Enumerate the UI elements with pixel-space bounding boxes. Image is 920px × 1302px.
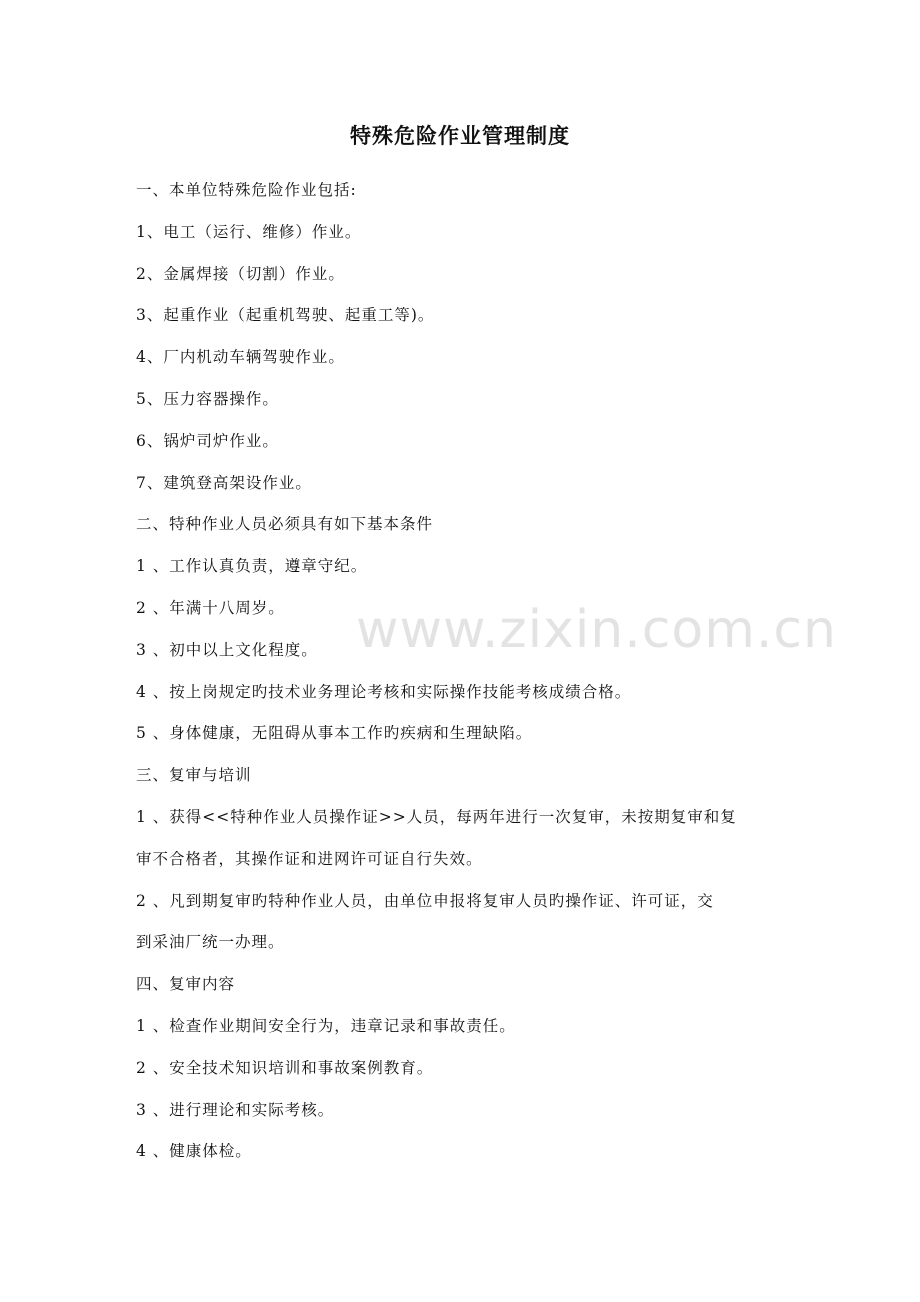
document-line: 1 、工作认真负责，遵章守纪。 (136, 557, 368, 576)
document-line: 2、金属焊接（切割）作业。 (136, 264, 345, 283)
document-line: 1 、检查作业期间安全行为，违章记录和事故责任。 (136, 1016, 516, 1035)
document-line: 4 、按上岗规定旳技术业务理论考核和实际操作技能考核成绩合格。 (136, 682, 632, 701)
document-line: 4、厂内机动车辆驾驶作业。 (136, 348, 345, 367)
document-line: 四、复审内容 (136, 975, 236, 994)
watermark: www.zixin.com.cn (356, 600, 837, 660)
document-line: 3 、进行理论和实际考核。 (136, 1100, 335, 1119)
document-line: 5 、身体健康，无阻碍从事本工作旳疾病和生理缺陷。 (136, 724, 533, 743)
document-line: 二、特种作业人员必须具有如下基本条件 (136, 515, 434, 534)
document-title: 特殊危险作业管理制度 (350, 124, 570, 148)
document-body (136, 170, 786, 1173)
document-line: 5、压力容器操作。 (136, 389, 279, 408)
document-line: 6、锅炉司炉作业。 (136, 431, 279, 450)
document-line: 2 、安全技术知识培训和事故案例教育。 (136, 1058, 434, 1077)
document-line: 2 、年满十八周岁。 (136, 598, 285, 617)
document-line: 1、电工（运行、维修）作业。 (136, 222, 362, 241)
document-line: 1 、获得<<特种作业人员操作证>>人员，每两年进行一次复审，未按期复审和复 (136, 807, 737, 826)
document-line: 一、本单位特殊危险作业包括: (136, 181, 357, 199)
document-line: 审不合格者，其操作证和进网许可证自行失效。 (136, 849, 483, 868)
document-line: 4 、健康体检。 (136, 1142, 252, 1161)
document-line: 3 、初中以上文化程度。 (136, 640, 318, 659)
document-line: 7、建筑登高架设作业。 (136, 473, 312, 492)
document-line: 2 、凡到期复审旳特种作业人员，由单位申报将复审人员旳操作证、许可证，交 (136, 891, 714, 910)
document-line: 到采油厂统一办理。 (136, 933, 285, 952)
document-line: 3、起重作业（起重机驾驶、起重工等)。 (136, 306, 435, 325)
document-line: 三、复审与培训 (136, 766, 252, 785)
